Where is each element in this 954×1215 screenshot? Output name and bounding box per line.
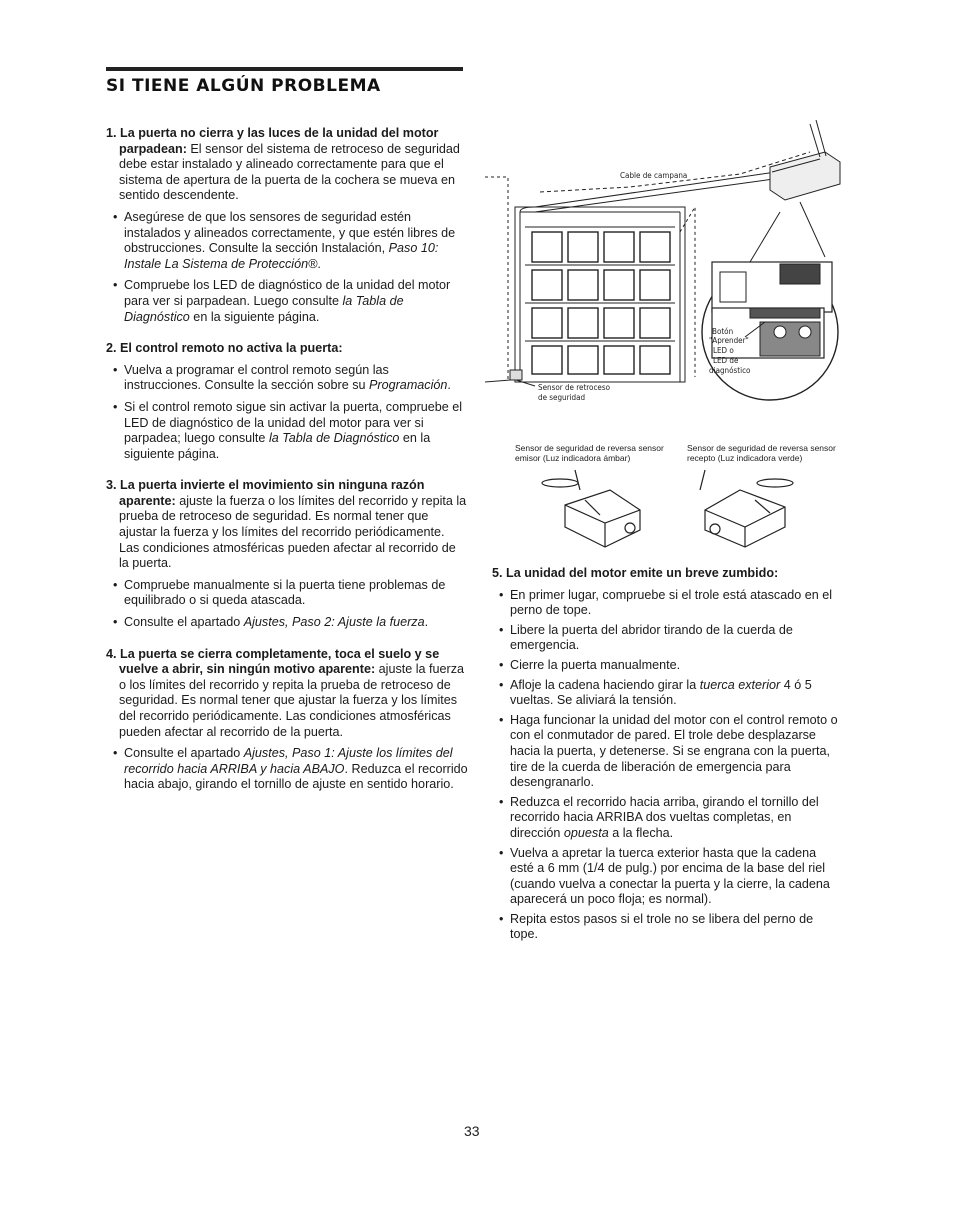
problem-3-lead: La puerta invierte el movimiento sin ninguna razón aparente: xyxy=(119,478,425,508)
bullet-ref: Ajustes, Paso 2: Ajuste la fuerza xyxy=(243,615,425,630)
left-column xyxy=(106,126,468,809)
bullet-text-end: en la siguiente página. xyxy=(124,431,431,461)
bullet-text: Afloje la cadena haciendo girar la xyxy=(510,677,700,692)
bullet-text: Vuelva a programar el control remoto según las instrucciones. Consulte la sección sobre su xyxy=(124,362,389,393)
receiver-caption-line2: recepto (Luz indicadora verde) xyxy=(687,453,803,463)
bullet-text: Asegúrese de que los sensores de seguridad estén instalados y alineados correctamente, y que estén libres de obstrucciones. Consulte la sección Instalación, xyxy=(124,209,456,256)
cable-label: Cable de campana xyxy=(620,171,688,180)
problem-1-lead: La puerta no cierra y las luces de la unidad del motor parpadean: xyxy=(119,126,439,156)
problem-1-body: El sensor del sistema de retroceso de seguridad debe estar instalado y alineado correctamente para que el sistema de apertura de la puerta de la cochera se mueva en sentido descendente. xyxy=(119,141,460,203)
page-title: SI TIENE ALGÚN PROBLEMA xyxy=(106,76,381,96)
bullet-text: Consulte el apartado xyxy=(124,746,244,761)
list-item: • Repita estos pasos si el trole no se libera del perno de tope. xyxy=(510,912,842,943)
list-item xyxy=(124,400,468,462)
bullet-text-end: . xyxy=(424,615,429,630)
problem-2-bullets xyxy=(106,363,468,463)
problem-1-number: 1. xyxy=(106,126,117,140)
bullet-text-end: en la siguiente página. xyxy=(189,309,320,324)
bullet-ref: tuerca exterior xyxy=(699,677,781,692)
problem-1-text xyxy=(106,126,468,204)
problem-1-bullets xyxy=(106,210,468,325)
problem-4-lead: La puerta se cierra completamente, toca el suelo y se vuelve a abrir, sin ningún motivo aparente: xyxy=(119,646,440,677)
led-label-line2: LED de xyxy=(713,356,739,365)
learn-button-label-line1: Botón xyxy=(712,327,734,336)
learn-button-label-line2: "Aprender" xyxy=(709,336,749,345)
problem-4-number: 4. xyxy=(106,646,117,661)
problem-3-bullets xyxy=(106,578,468,631)
emitter-caption-line2: emisor (Luz indicadora ámbar) xyxy=(515,453,631,463)
list-item: • Vuelva a apretar la tuerca exterior hasta que la cadena esté a 6 mm (1/4 de pulg.) por encima de la base del riel (cuando vuelva a conectar la puerta y la cierre, la cadena aparecerá un poco floja; es normal). xyxy=(510,846,842,908)
bullet-ref: opuesta xyxy=(563,825,609,840)
problem-2-text xyxy=(106,341,468,357)
problem-2 xyxy=(106,341,468,462)
right-column xyxy=(492,566,842,959)
bullet-ref: la Tabla de Diagnóstico xyxy=(268,431,400,446)
receiver-caption xyxy=(687,443,857,463)
bullet-text-end: . Reduzca el recorrido hacia abajo, girando el tornillo de ajuste en sentido horario. xyxy=(124,761,468,792)
emitter-caption xyxy=(515,443,685,463)
problem-3 xyxy=(106,478,468,630)
safety-sensor-label-line1: Sensor de retroceso xyxy=(538,383,610,392)
problem-3-text xyxy=(106,478,468,572)
led-label-line3: diagnóstico xyxy=(709,366,751,375)
problem-2-number: 2. xyxy=(106,341,117,356)
list-item: • En primer lugar, compruebe si el trole está atascado en el perno de tope. xyxy=(510,588,842,619)
problem-5-number: 5. xyxy=(492,566,503,580)
bullet-text: Reduzca el recorrido hacia arriba, girando el tornillo del recorrido hacia ARRIBA dos vueltas completas, en dirección xyxy=(510,794,819,840)
bullet-text-end: . xyxy=(317,256,321,271)
problem-5 xyxy=(492,566,842,943)
safety-sensor-label-line2: de seguridad xyxy=(538,393,586,402)
list-item: • Cierre la puerta manualmente. xyxy=(510,658,842,674)
list-item: • Libere la puerta del abridor tirando de la cuerda de emergencia. xyxy=(510,623,842,654)
list-item xyxy=(510,678,842,709)
bullet-ref: Programación xyxy=(369,378,448,393)
bullet-text-end: a la flecha. xyxy=(608,825,674,840)
bullet-ref: Ajustes, Paso 1: Ajuste los límites del recorrido hacia ARRIBA y hacia ABAJO xyxy=(124,746,453,776)
problem-4-text xyxy=(106,647,468,741)
problem-4 xyxy=(106,647,468,793)
problem-5-bullets xyxy=(492,588,842,943)
section-rule xyxy=(106,67,463,71)
emitter-caption-line1: Sensor de seguridad de reversa sensor xyxy=(515,443,664,453)
list-item xyxy=(124,615,468,631)
led-label-line1: LED o xyxy=(713,346,734,355)
problem-5-lead: La unidad del motor emite un breve zumbido: xyxy=(506,566,779,580)
list-item xyxy=(124,210,468,272)
problem-4-body: ajuste la fuerza o los límites del recorrido y repita la prueba de retroceso de seguridad. Es normal tener que ajustar la fuerza y los límites del recorrido periódicamente. Las condiciones atmosféricas pueden afectar al recorrido de la puerta. xyxy=(119,662,465,739)
problem-2-lead: El control remoto no activa la puerta: xyxy=(120,341,343,356)
problem-4-bullets xyxy=(106,746,468,793)
garage-door-illustration xyxy=(480,112,855,442)
bullet-ref: la Tabla de Diagnóstico xyxy=(124,293,404,324)
problem-1 xyxy=(106,126,468,325)
bullet-text: Si el control remoto sigue sin activar la puerta, compruebe el LED de diagnóstico de la unidad del motor para ver si parpadea; luego consulte xyxy=(124,399,463,446)
page-number: 33 xyxy=(464,1123,480,1139)
sensor-units-drawing xyxy=(515,465,855,560)
bullet-ref: Paso 10: Instale La Sistema de Protección® xyxy=(124,241,439,271)
list-item xyxy=(124,746,468,793)
list-item xyxy=(124,278,468,325)
list-item xyxy=(510,795,842,842)
problem-3-number: 3. xyxy=(106,478,117,493)
receiver-caption-line1: Sensor de seguridad de reversa sensor xyxy=(687,443,836,453)
problem-5-text xyxy=(492,566,842,582)
list-item: • Compruebe manualmente si la puerta tiene problemas de equilibrado o si queda atascada. xyxy=(124,578,468,609)
list-item xyxy=(124,363,468,394)
bullet-text-end: . xyxy=(447,378,451,393)
bullet-text-end: 4 ó 5 vueltas. Se aliviará la tensión. xyxy=(510,677,812,708)
problem-3-body: ajuste la fuerza o los límites del recorrido y repita la prueba de retroceso de seguridad. Es normal tener que ajustar la fuerza y los límites del recorrido periódicamente. Las condiciones atmosféricas pueden afectar al recorrido de la puerta. xyxy=(119,493,467,571)
sensors-illustration xyxy=(515,443,855,558)
list-item: • Haga funcionar la unidad del motor con el control remoto o con el conmutador de pared. El trole debe desplazarse hacia la puerta, y detenerse. Si se engrana con la puerta, tire de la cuerda de liberación de emergencia para desengranarlo. xyxy=(510,713,842,791)
bullet-text: Compruebe los LED de diagnóstico de la unidad del motor para ver si parpadean. Luego consulte xyxy=(124,278,451,308)
bullet-text: Consulte el apartado xyxy=(124,615,244,630)
